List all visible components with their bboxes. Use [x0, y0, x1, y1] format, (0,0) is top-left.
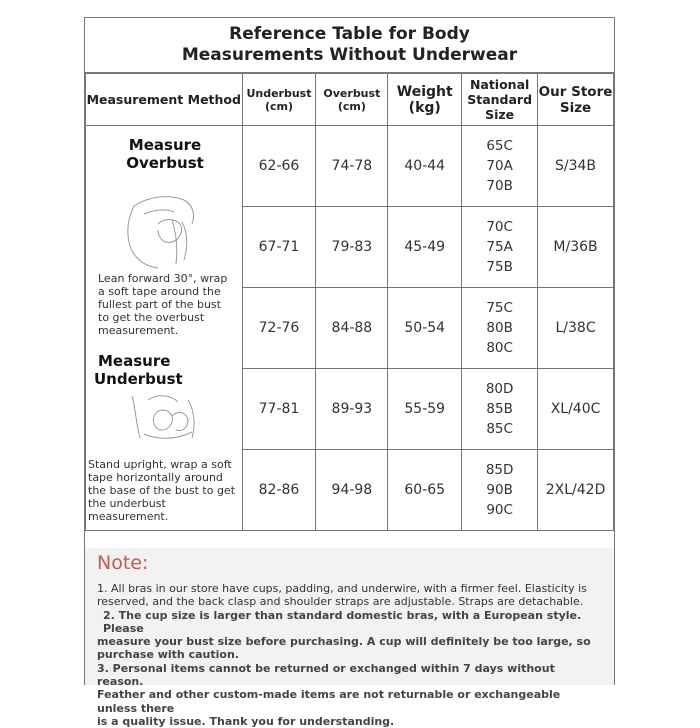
note-item-1: 1. All bras in our store have cups, padding, and underwire, with a firmer feel. Elasticity is reserved, and the back clasp and shoulder straps are adjustable. Straps are detachable.: [97, 582, 587, 609]
overbust-description: Lean forward 30°, wrap a soft tape around the fullest part of the bust to get the overbust measurement.: [98, 272, 228, 337]
overbust-value: 89-93: [316, 369, 388, 450]
note-title: Note:: [97, 552, 149, 574]
store-size-value: L/38C: [538, 288, 614, 369]
table-header-row: [86, 74, 614, 126]
overbust-value: 74-78: [316, 126, 388, 207]
national-size-values: 75C 80B 80C: [462, 288, 538, 369]
weight-value: 55-59: [388, 369, 462, 450]
size-table: [85, 73, 614, 531]
header-national-standard-size: National Standard Size: [462, 74, 538, 126]
header-underbust: Underbust (cm): [242, 74, 316, 126]
overbust-method: [86, 136, 244, 172]
note-item-3: 3. Personal items cannot be returned or exchanged within 7 days without reason. Feather and other custom-made items are not returnable or exchangeable unless there is a quality issue. Thank you for understanding.: [97, 661, 561, 728]
national-size-values: 85D 90B 90C: [462, 450, 538, 531]
header-overbust: Overbust (cm): [316, 74, 388, 126]
measurement-method-cell: [86, 126, 243, 531]
header-weight: Weight (kg): [388, 74, 462, 126]
overbust-value: 94-98: [316, 450, 388, 531]
underbust-method: [86, 352, 244, 388]
store-size-value: S/34B: [538, 126, 614, 207]
page-title: Reference Table for Body Measurements Without Underwear: [85, 18, 614, 73]
size-reference-sheet: [84, 17, 615, 728]
national-size-values: 70C 75A 75B: [462, 207, 538, 288]
underbust-description: Stand upright, wrap a soft tape horizontally around the base of the bust to get the underbust measurement.: [88, 458, 236, 523]
header-measurement-method: Measurement Method: [86, 74, 243, 126]
weight-value: 45-49: [388, 207, 462, 288]
underbust-figure-illustration: [122, 388, 212, 450]
overbust-method-title: Measure Overbust: [126, 136, 204, 172]
store-size-value: 2XL/42D: [538, 450, 614, 531]
weight-value: 50-54: [388, 288, 462, 369]
overbust-figure-illustration: [114, 184, 209, 274]
store-size-value: XL/40C: [538, 369, 614, 450]
national-size-values: 65C 70A 70B: [462, 126, 538, 207]
overbust-value: 84-88: [316, 288, 388, 369]
underbust-value: 62-66: [242, 126, 316, 207]
underbust-value: 67-71: [242, 207, 316, 288]
underbust-method-title: Measure Underbust: [94, 352, 183, 388]
store-size-value: M/36B: [538, 207, 614, 288]
overbust-value: 79-83: [316, 207, 388, 288]
weight-value: 60-65: [388, 450, 462, 531]
underbust-value: 82-86: [242, 450, 316, 531]
header-our-store-size: Our Store Size: [538, 74, 614, 126]
notes-section: [85, 548, 614, 728]
underbust-value: 72-76: [242, 288, 316, 369]
national-size-values: 80D 85B 85C: [462, 369, 538, 450]
underbust-value: 77-81: [242, 369, 316, 450]
table-row: [86, 126, 614, 207]
weight-value: 40-44: [388, 126, 462, 207]
note-item-2: 2. The cup size is larger than standard domestic bras, with a European style. Please measure your bust size before purchasing. A cup will definitely be too large, so purchase with caution.: [97, 608, 591, 662]
